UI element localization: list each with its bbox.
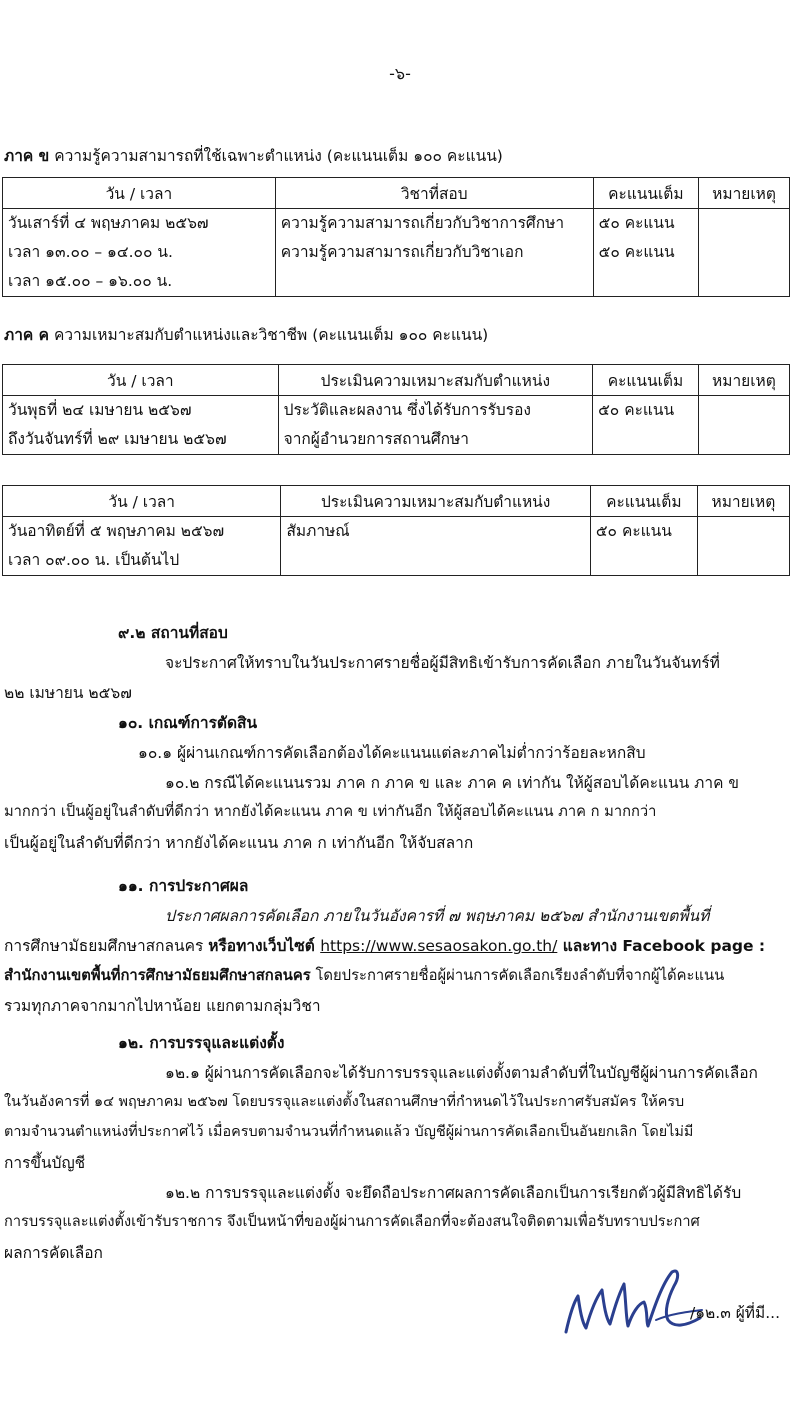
score-line: ๕๐ คะแนน	[598, 214, 675, 232]
table-row	[3, 396, 790, 455]
sec-10-2-line: มากกว่า เป็นผู้อยู่ในลำดับที่ดีกว่า หากยังได้คะแนน ภาค ข เท่ากันอีก ให้ผู้สอบได้คะแนน ภาค ก มากกว่า	[4, 803, 657, 820]
col-date-time: วัน / เวลา	[3, 486, 281, 517]
col-date-time: วัน / เวลา	[3, 178, 276, 209]
date-line: วันอาทิตย์ที่ ๕ พฤษภาคม ๒๕๖๗	[8, 522, 225, 540]
col-remark: หมายเหตุ	[699, 178, 790, 209]
sec-10-title: ๑๐. เกณฑ์การตัดสิน	[118, 714, 258, 732]
subject-line: ประวัติและผลงาน ซึ่งได้รับการรับรอง	[283, 401, 531, 419]
sec-12-2-line: ๑๒.๒ การบรรจุและแต่งตั้ง จะยึดถือประกาศผลการคัดเลือกเป็นการเรียกตัวผู้มีสิทธิได้รับ	[165, 1184, 742, 1202]
sec-11-ranking-text: โดยประกาศรายชื่อผู้ผ่านการคัดเลือกเรียงลำดับที่จากผู้ได้คะแนน	[310, 967, 725, 984]
website-link[interactable]: https://www.sesaosakon.go.th/	[320, 937, 558, 955]
part-c-heading	[4, 322, 488, 347]
remark-cell	[699, 209, 790, 297]
part-c-table-2	[2, 485, 790, 576]
subject-cell	[281, 517, 590, 576]
score-line: ๕๐ คะแนน	[598, 243, 675, 261]
remark-cell	[698, 396, 789, 455]
sec-9-2-title: ๙.๒ สถานที่สอบ	[118, 624, 228, 642]
col-evaluation: ประเมินความเหมาะสมกับตำแหน่ง	[281, 486, 590, 517]
col-remark: หมายเหตุ	[698, 365, 789, 396]
date-line: วันพุธที่ ๒๔ เมษายน ๒๕๖๗	[8, 401, 192, 419]
date-cell	[3, 209, 276, 297]
sec-10-2-line: ๑๐.๒ กรณีได้คะแนนรวม ภาค ก ภาค ข และ ภาค ค เท่ากัน ให้ผู้สอบได้คะแนน ภาค ข	[165, 774, 739, 792]
part-b-label: ภาค ข	[4, 147, 50, 165]
subject-cell	[278, 396, 592, 455]
sec-11-line: ประกาศผลการคัดเลือก ภายในวันอังคารที่ ๗ พฤษภาคม ๒๕๖๗ สำนักงานเขตพื้นที่	[165, 907, 710, 925]
sec-12-1-line: ในวันอังคารที่ ๑๔ พฤษภาคม ๒๕๖๗ โดยบรรจุและแต่งตั้งในสถานศึกษาที่กำหนดไว้ในประกาศรับสมัคร ให้ครบ	[4, 1094, 685, 1110]
date-cell	[3, 517, 281, 576]
sec-11-line: รวมทุกภาคจากมากไปหาน้อย แยกตามกลุ่มวิชา	[4, 997, 321, 1015]
sec-12-2-line: ผลการคัดเลือก	[4, 1244, 103, 1262]
part-c-label: ภาค ค	[4, 326, 50, 344]
col-subject: วิชาที่สอบ	[275, 178, 593, 209]
part-b-heading	[4, 143, 503, 168]
col-full-score: คะแนนเต็ม	[590, 486, 697, 517]
remark-cell	[697, 517, 789, 576]
table-header-row	[3, 178, 790, 209]
table-row	[3, 209, 790, 297]
sec-11-facebook-page: สำนักงานเขตพื้นที่การศึกษามัธยมศึกษาสกลนคร	[4, 967, 311, 984]
score-line: ๕๐ คะแนน	[598, 401, 675, 419]
score-cell	[593, 209, 699, 297]
date-line: เวลา ๑๕.๐๐ – ๑๖.๐๐ น.	[8, 272, 173, 290]
date-line: วันเสาร์ที่ ๔ พฤษภาคม ๒๕๖๗	[8, 214, 209, 232]
subject-line: สัมภาษณ์	[286, 522, 350, 540]
table-header-row	[3, 486, 790, 517]
sec-11-title: ๑๑. การประกาศผล	[118, 877, 249, 895]
date-line: ถึงวันจันทร์ที่ ๒๙ เมษายน ๒๕๖๗	[8, 430, 227, 448]
sec-11-line	[4, 933, 765, 958]
sec-12-1-line: ๑๒.๑ ผู้ผ่านการคัดเลือกจะได้รับการบรรจุและแต่งตั้งตามลำดับที่ในบัญชีผู้ผ่านการคัดเลือก	[165, 1064, 758, 1082]
col-full-score: คะแนนเต็ม	[593, 365, 699, 396]
continuation-note: /๑๒.๓ ผู้ที่มี...	[690, 1304, 781, 1322]
score-line: ๕๐ คะแนน	[595, 522, 672, 540]
subject-line: ความรู้ความสามารถเกี่ยวกับวิชาการศึกษา	[280, 214, 565, 232]
date-line: เวลา ๑๓.๐๐ – ๑๔.๐๐ น.	[8, 243, 173, 261]
sec-12-1-line: ตามจำนวนตำแหน่งที่ประกาศไว้ เมื่อครบตามจำนวนที่กำหนดแล้ว บัญชีผู้ผ่านการคัดเลือกเป็นอันยกเลิก โดยไม่มี	[4, 1124, 694, 1140]
sec-9-2-line: จะประกาศให้ทราบในวันประกาศรายชื่อผู้มีสิทธิเข้ารับการคัดเลือก ภายในวันจันทร์ที่	[165, 654, 720, 672]
subject-line: จากผู้อำนวยการสถานศึกษา	[283, 430, 469, 448]
signature-image	[560, 1262, 705, 1350]
score-cell	[590, 517, 697, 576]
part-c-title: ความเหมาะสมกับตำแหน่งและวิชาชีพ (คะแนนเต็ม ๑๐๐ คะแนน)	[49, 326, 489, 344]
sec-12-title: ๑๒. การบรรจุและแต่งตั้ง	[118, 1034, 285, 1052]
col-remark: หมายเหตุ	[697, 486, 789, 517]
score-cell	[593, 396, 699, 455]
date-cell	[3, 396, 279, 455]
subject-line: ความรู้ความสามารถเกี่ยวกับวิชาเอก	[280, 243, 524, 261]
sec-10-2-line: เป็นผู้อยู่ในลำดับที่ดีกว่า หากยังได้คะแนน ภาค ก เท่ากันอีก ให้จับสลาก	[4, 834, 474, 852]
part-c-table-1	[2, 364, 790, 455]
date-line: เวลา ๐๙.๐๐ น. เป็นต้นไป	[8, 551, 180, 569]
table-header-row	[3, 365, 790, 396]
sec-9-2-line: ๒๒ เมษายน ๒๕๖๗	[4, 684, 132, 702]
sec-11-website-label: หรือทางเว็บไซต์	[208, 937, 321, 955]
col-full-score: คะแนนเต็ม	[593, 178, 699, 209]
sec-10-1: ๑๐.๑ ผู้ผ่านเกณฑ์การคัดเลือกต้องได้คะแนนแต่ละภาคไม่ต่ำกว่าร้อยละหกสิบ	[138, 744, 646, 762]
subject-cell	[275, 209, 593, 297]
sec-11-office: การศึกษามัธยมศึกษาสกลนคร	[4, 937, 209, 955]
col-date-time: วัน / เวลา	[3, 365, 279, 396]
part-b-title: ความรู้ความสามารถที่ใช้เฉพาะตำแหน่ง (คะแนนเต็ม ๑๐๐ คะแนน)	[49, 147, 503, 165]
table-row	[3, 517, 790, 576]
sec-11-line	[4, 963, 724, 987]
page-number: -๖-	[389, 64, 411, 83]
part-b-table	[2, 177, 790, 297]
sec-12-1-line: การขึ้นบัญชี	[4, 1154, 86, 1172]
sec-11-facebook-label: และทาง Facebook page :	[557, 937, 766, 955]
col-evaluation: ประเมินความเหมาะสมกับตำแหน่ง	[278, 365, 592, 396]
sec-12-2-line: การบรรจุและแต่งตั้งเข้ารับราชการ จึงเป็นหน้าที่ของผู้ผ่านการคัดเลือกที่จะต้องสนใจติดตามเพื่อรับทราบประกาศ	[4, 1213, 700, 1230]
